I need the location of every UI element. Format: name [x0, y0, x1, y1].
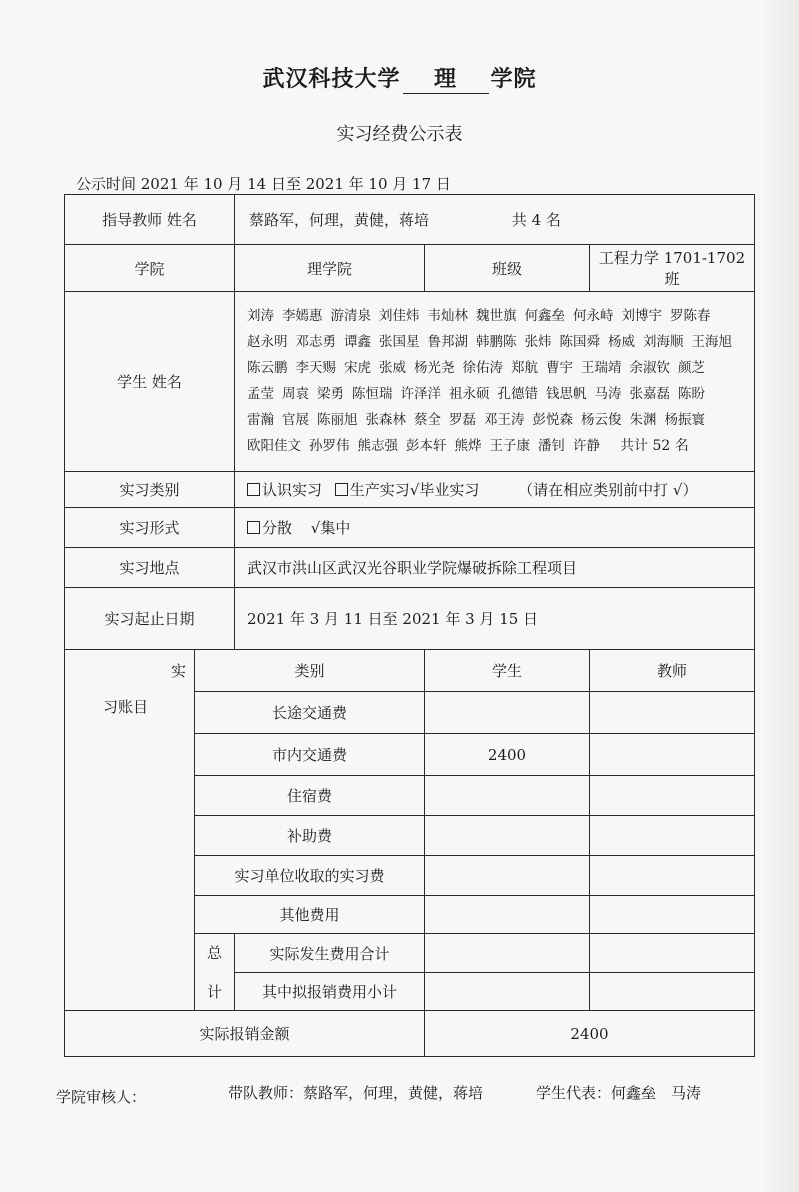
student-name: 潘钊 [538, 437, 565, 454]
account-item-name: 市内交通费 [195, 734, 425, 776]
student-name: 张嘉磊 [629, 385, 670, 402]
college-label: 学院 [65, 245, 235, 292]
page-shadow [759, 0, 799, 1192]
student-name: 许泽洋 [400, 385, 441, 402]
student-name: 罗磊 [449, 411, 476, 428]
date-label: 实习起止日期 [65, 588, 235, 650]
checkbox-icon[interactable] [247, 521, 260, 534]
form-option-1: 分散 [262, 519, 293, 537]
accounts-label-1: 实 [170, 662, 186, 680]
account-item-teacher [590, 896, 755, 934]
student-name: 马涛 [594, 385, 622, 402]
teacher-label: 指导教师 姓名 [65, 195, 235, 245]
type-label: 实习类别 [65, 472, 235, 508]
account-item-name: 住宿费 [195, 776, 425, 816]
accounts-header-row [65, 650, 755, 692]
type-option-3: √毕业实习 [409, 481, 480, 499]
student-name: 陈盼 [678, 385, 705, 402]
student-name: 陈丽旭 [317, 411, 358, 428]
form-label: 实习形式 [65, 508, 235, 548]
student-name: 张森林 [365, 411, 406, 428]
student-name: 官展 [282, 411, 309, 428]
class-label: 班级 [425, 245, 590, 292]
type-options [235, 472, 755, 508]
account-item-teacher [590, 816, 755, 856]
account-item-name: 其他费用 [195, 896, 425, 934]
student-name: 刘海顺 [643, 333, 684, 350]
col-type-header: 类别 [195, 650, 425, 692]
team-leaders: 带队教师：蔡路军，何理，黄健，蒋培 [228, 1084, 484, 1102]
student-name: 熊志强 [357, 437, 398, 454]
student-name: 张国星 [379, 333, 420, 350]
student-name: 陈云鹏 [247, 359, 288, 376]
student-name: 祖永硕 [449, 385, 490, 402]
student-name: 余淑钦 [629, 359, 670, 376]
reimburse-value: 2400 [425, 1011, 755, 1057]
total-actual-label: 实际发生费用合计 [235, 934, 425, 973]
accounts-label [65, 650, 195, 1011]
student-representatives: 学生代表：何鑫垒 马涛 [536, 1084, 702, 1102]
date-row [65, 588, 755, 650]
checkbox-icon[interactable] [335, 483, 348, 496]
student-name: 陈国舜 [559, 333, 600, 350]
student-name: 钱思帆 [546, 385, 587, 402]
student-name: 朱渊 [629, 411, 657, 428]
student-name: 梁勇 [317, 385, 344, 402]
student-name: 邓王涛 [484, 411, 525, 428]
college-suffix: 学院 [490, 66, 537, 92]
student-name: 谭鑫 [344, 333, 371, 350]
student-name: 杨光尧 [414, 359, 455, 376]
student-name: 韩鹏陈 [476, 333, 517, 350]
teacher-names: 蔡路军，何理，黄健，蒋培 [249, 211, 430, 229]
date-value: 2021 年 3 月 11 日至 2021 年 3 月 15 日 [235, 588, 755, 650]
student-name: 雷瀚 [247, 411, 274, 428]
student-name: 宋虎 [344, 359, 371, 376]
reviewer-label: 学院审核人： [56, 1088, 147, 1106]
student-name: 孟莹 [247, 385, 274, 402]
student-name: 李嫣惠 [282, 307, 323, 324]
account-item-teacher [590, 692, 755, 734]
student-name: 魏世旗 [476, 307, 517, 324]
reimburse-row [65, 1011, 755, 1057]
student-name: 彭本轩 [406, 437, 447, 454]
total-label-1: 总 [206, 944, 222, 962]
page-title [0, 62, 799, 94]
student-names [247, 303, 746, 459]
student-name: 许静 [573, 437, 600, 454]
account-item-name: 实习单位收取的实习费 [195, 856, 425, 896]
student-name: 曹宇 [546, 359, 573, 376]
form-option-2: √集中 [310, 519, 351, 537]
student-name: 刘佳炜 [379, 307, 420, 324]
account-item-student [425, 816, 590, 856]
total-claim-label: 其中拟报销费用小计 [235, 973, 425, 1011]
form-row [65, 508, 755, 548]
publish-time: 公示时间 2021 年 10 月 14 日至 2021 年 10 月 17 日 [76, 175, 451, 193]
student-name: 张威 [379, 359, 406, 376]
student-name: 彭悦森 [532, 411, 573, 428]
student-name: 周袁 [282, 385, 309, 402]
student-name: 孔德错 [497, 385, 538, 402]
student-name: 张炜 [524, 333, 552, 350]
place-value: 武汉市洪山区武汉光谷职业学院爆破拆除工程项目 [235, 548, 755, 588]
student-name: 韦灿林 [427, 307, 468, 324]
student-name: 陈恒瑞 [352, 385, 393, 402]
student-name: 鲁邦湖 [427, 333, 468, 350]
total-label [195, 934, 235, 1011]
type-option-1: 认识实习 [262, 481, 323, 499]
class-value: 工程力学 1701-1702 班 [590, 245, 755, 292]
account-item-teacher [590, 776, 755, 816]
student-name: 刘涛 [247, 307, 274, 324]
college-fill: 理 [403, 62, 489, 94]
total-claim-teacher [590, 973, 755, 1011]
account-item-student [425, 776, 590, 816]
student-name: 王海旭 [691, 333, 732, 350]
student-name: 杨威 [608, 333, 635, 350]
reimburse-label: 实际报销金额 [65, 1011, 425, 1057]
account-item-student: 2400 [425, 734, 590, 776]
student-name: 刘博宇 [621, 307, 662, 324]
form-options [235, 508, 755, 548]
student-name: 王子康 [489, 437, 530, 454]
students-list [235, 292, 755, 472]
student-name: 杨云俊 [581, 411, 622, 428]
student-name: 何永峙 [573, 307, 614, 324]
college-value: 理学院 [235, 245, 425, 292]
teacher-row [65, 195, 755, 245]
expense-table [64, 194, 755, 1057]
total-label-2: 计 [206, 983, 222, 1001]
student-name: 熊烨 [454, 437, 482, 454]
total-actual-teacher [590, 934, 755, 973]
type-option-2: 生产实习 [349, 481, 410, 499]
students-label: 学生 姓名 [65, 292, 235, 472]
form-title: 实习经费公示表 [336, 124, 463, 145]
student-name: 欧阳佳文 [247, 437, 301, 454]
total-claim-student [425, 973, 590, 1011]
student-name: 杨振寰 [664, 411, 705, 428]
college-row [65, 245, 755, 292]
student-name: 孙罗伟 [309, 437, 350, 454]
teacher-count: 共 4 名 [511, 211, 561, 229]
student-name: 颜芝 [678, 359, 705, 376]
account-item-teacher [590, 856, 755, 896]
student-name: 赵永明 [247, 333, 288, 350]
student-name: 徐佑涛 [462, 359, 503, 376]
account-item-student [425, 692, 590, 734]
col-student-header: 学生 [425, 650, 590, 692]
student-name: 王瑞靖 [581, 359, 622, 376]
account-item-name: 长途交通费 [195, 692, 425, 734]
total-actual-student [425, 934, 590, 973]
place-label: 实习地点 [65, 548, 235, 588]
student-name: 罗陈春 [670, 307, 711, 324]
students-row [65, 292, 755, 472]
student-name: 邓志勇 [295, 333, 336, 350]
col-teacher-header: 教师 [590, 650, 755, 692]
teacher-value [235, 195, 755, 245]
student-name: 郑航 [511, 359, 538, 376]
account-item-student [425, 896, 590, 934]
place-row [65, 548, 755, 588]
student-name: 李天赐 [295, 359, 336, 376]
type-row [65, 472, 755, 508]
account-item-name: 补助费 [195, 816, 425, 856]
accounts-label-2: 习账目 [103, 698, 149, 716]
type-note: （请在相应类别前中打 √） [518, 481, 698, 499]
university-name: 武汉科技大学 [262, 66, 401, 92]
account-item-student [425, 856, 590, 896]
checkbox-icon[interactable] [247, 483, 260, 496]
students-total: 共计 52 名 [620, 437, 689, 454]
student-name: 蔡全 [414, 411, 441, 428]
student-name: 何鑫垒 [524, 307, 565, 324]
student-name: 游清泉 [330, 307, 371, 324]
account-item-teacher [590, 734, 755, 776]
